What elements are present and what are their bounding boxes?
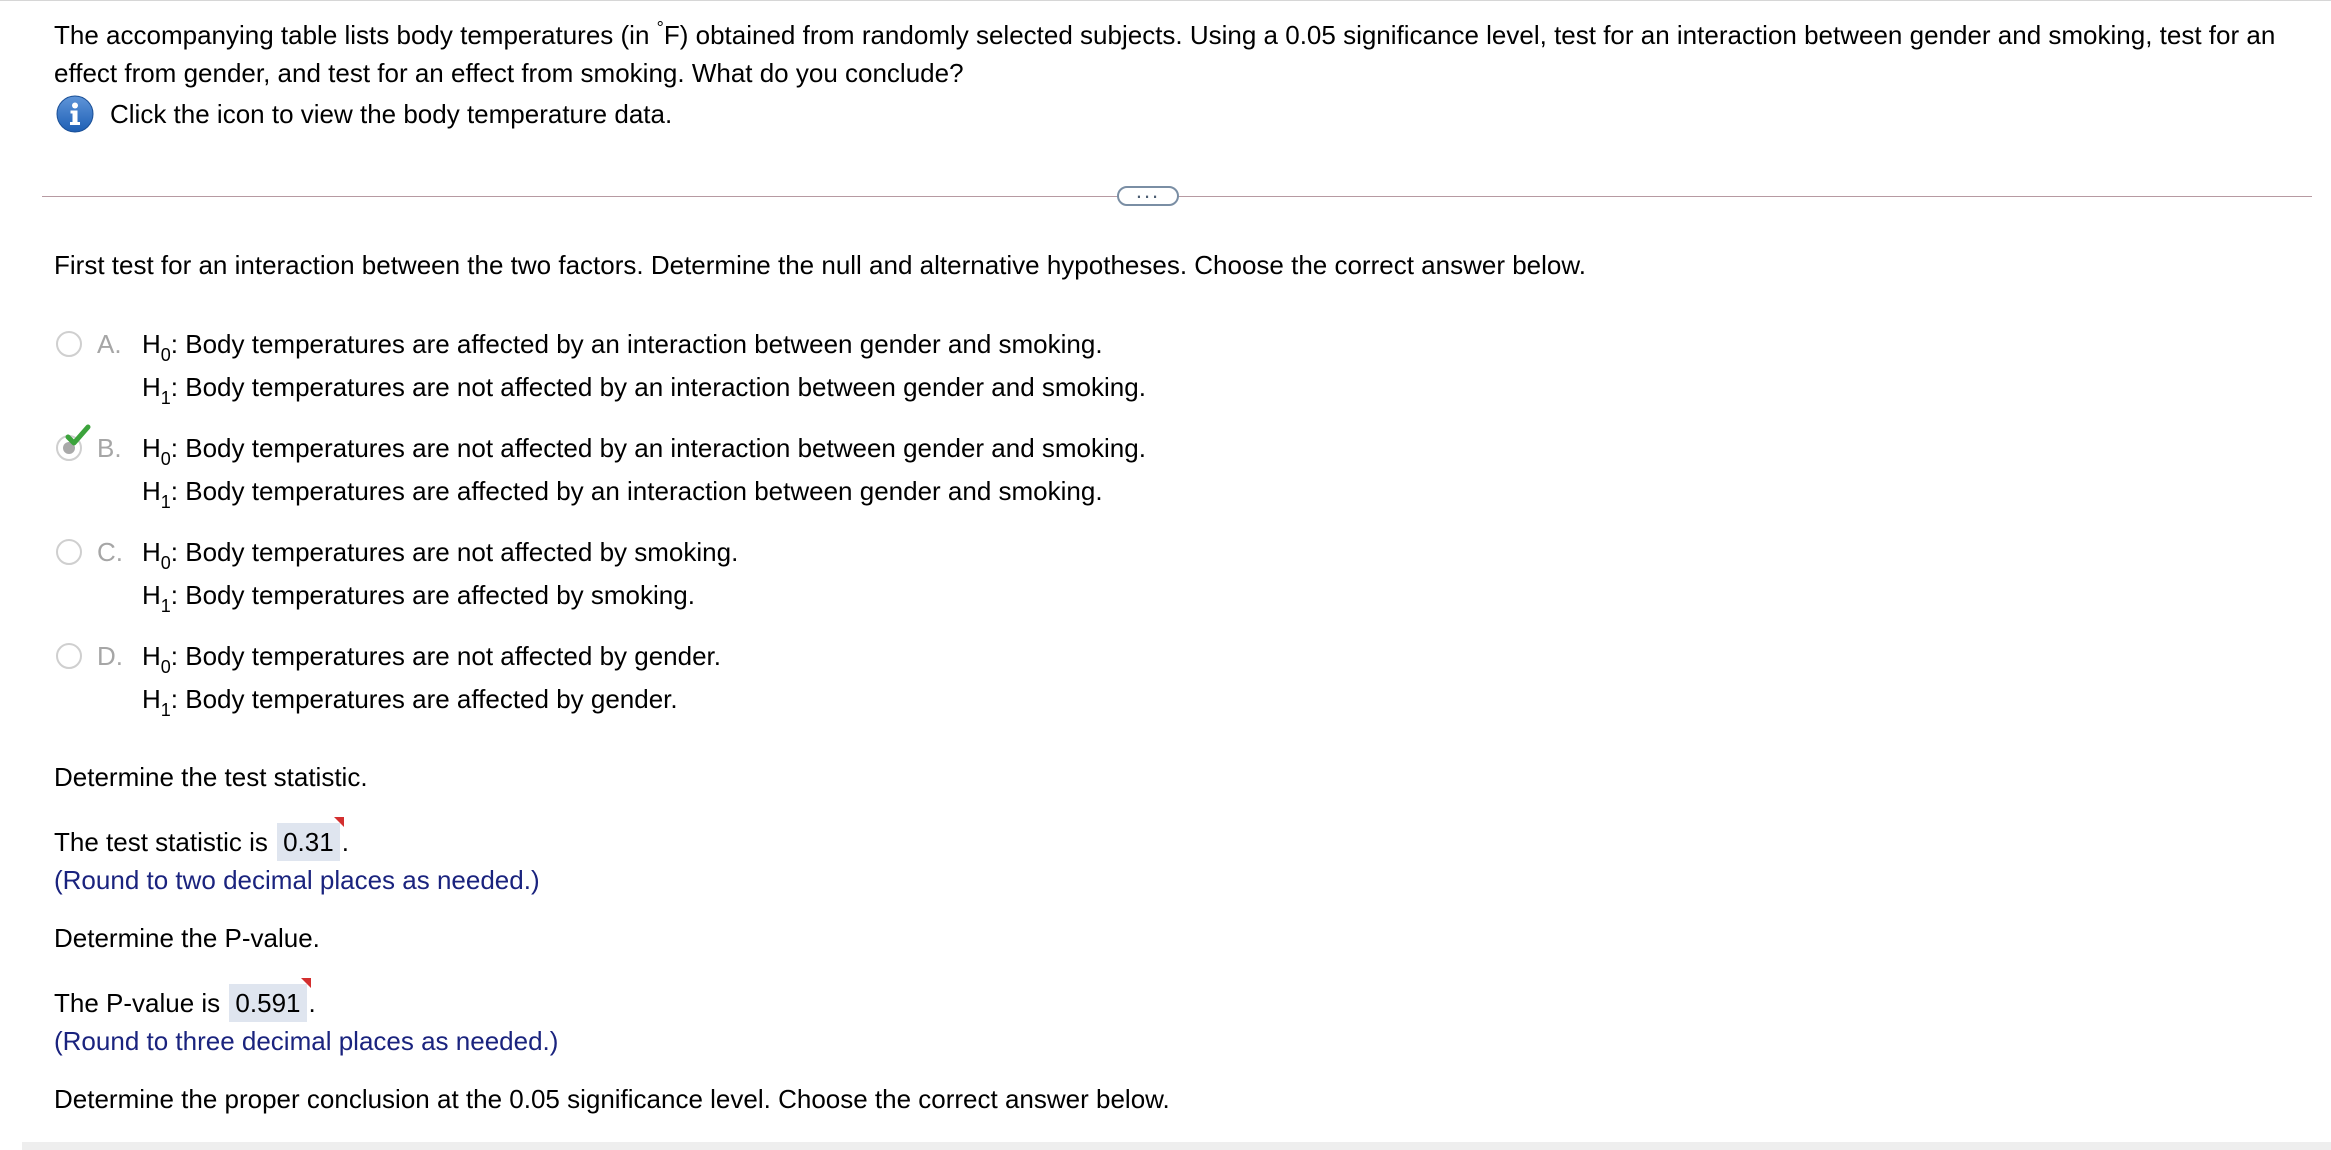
h0-label: H xyxy=(142,641,161,671)
radio-option-c[interactable] xyxy=(56,539,82,565)
option-text[interactable] xyxy=(142,535,738,621)
h1-text: : Body temperatures are affected by gender. xyxy=(170,684,678,714)
test-statistic-hint: (Round to two decimal places as needed.) xyxy=(54,865,540,895)
option-letter: D. xyxy=(97,641,123,671)
h1-text: : Body temperatures are affected by smoking. xyxy=(170,580,695,610)
test-statistic-line xyxy=(54,823,349,861)
h1-sub: 1 xyxy=(160,596,171,616)
option-letter: B. xyxy=(97,433,122,463)
option-letter: C. xyxy=(97,537,123,567)
h0-text: : Body temperatures are affected by an interaction between gender and smoking. xyxy=(170,329,1103,359)
problem-text-part2: F) obtained from randomly selected subjects. Using a 0.05 significance level, test for an interaction between gender and smoking, test for an effect from gender, and test for an effect from smoking. What do you conclude? xyxy=(54,20,2276,88)
problem-statement xyxy=(54,18,2304,91)
test-statistic-prompt: Determine the test statistic. xyxy=(54,762,368,792)
option-text[interactable] xyxy=(142,431,1146,517)
h0-label: H xyxy=(142,433,161,463)
h0-text: : Body temperatures are not affected by an interaction between gender and smoking. xyxy=(170,433,1146,463)
period: . xyxy=(308,988,316,1018)
option-text[interactable] xyxy=(142,327,1146,413)
info-link-text[interactable]: Click the icon to view the body temperature data. xyxy=(110,98,673,129)
h0-text: : Body temperatures are not affected by smoking. xyxy=(170,537,739,567)
period: . xyxy=(341,827,349,857)
bottom-bar xyxy=(22,1142,2331,1150)
p-value-prompt: Determine the P-value. xyxy=(54,923,320,953)
p-value-value: 0.591 xyxy=(235,988,301,1018)
h1-label: H xyxy=(142,684,161,714)
h1-text: : Body temperatures are affected by an interaction between gender and smoking. xyxy=(170,476,1103,506)
test-statistic-value: 0.31 xyxy=(283,827,334,857)
p-value-label: The P-value is xyxy=(54,988,221,1018)
option-text[interactable] xyxy=(142,639,721,725)
h0-text: : Body temperatures are not affected by gender. xyxy=(170,641,721,671)
info-link-row[interactable] xyxy=(56,94,672,134)
expand-button[interactable]: ... xyxy=(1117,186,1179,206)
h1-text: : Body temperatures are not affected by an interaction between gender and smoking. xyxy=(170,372,1146,402)
h0-sub: 0 xyxy=(160,345,171,365)
p-value-line xyxy=(54,984,316,1022)
p-value-answer[interactable] xyxy=(229,984,306,1022)
h0-sub: 0 xyxy=(160,553,171,573)
p-value-hint: (Round to three decimal places as needed.) xyxy=(54,1026,559,1056)
check-mark-icon xyxy=(65,423,91,449)
test-statistic-label: The test statistic is xyxy=(54,827,268,857)
top-rule xyxy=(0,0,2331,1)
h1-label: H xyxy=(142,476,161,506)
h1-sub: 1 xyxy=(160,700,171,720)
h0-label: H xyxy=(142,537,161,567)
degree-symbol: ° xyxy=(656,18,664,38)
h1-label: H xyxy=(142,580,161,610)
h0-sub: 0 xyxy=(160,657,171,677)
h0-sub: 0 xyxy=(160,449,171,469)
h0-label: H xyxy=(142,329,161,359)
radio-option-a[interactable] xyxy=(56,331,82,357)
info-icon[interactable] xyxy=(56,95,94,133)
question-prompt: First test for an interaction between the two factors. Determine the null and alternative hypotheses. Choose the correct answer below. xyxy=(54,250,1586,280)
test-statistic-answer[interactable] xyxy=(277,823,340,861)
conclusion-prompt: Determine the proper conclusion at the 0.05 significance level. Choose the correct answer below. xyxy=(54,1084,1170,1114)
h1-label: H xyxy=(142,372,161,402)
radio-option-d[interactable] xyxy=(56,643,82,669)
h1-sub: 1 xyxy=(160,388,171,408)
option-letter: A. xyxy=(97,329,122,359)
flag-icon xyxy=(301,978,311,988)
flag-icon xyxy=(334,817,344,827)
problem-text-part1: The accompanying table lists body temperatures (in xyxy=(54,20,657,50)
h1-sub: 1 xyxy=(160,492,171,512)
